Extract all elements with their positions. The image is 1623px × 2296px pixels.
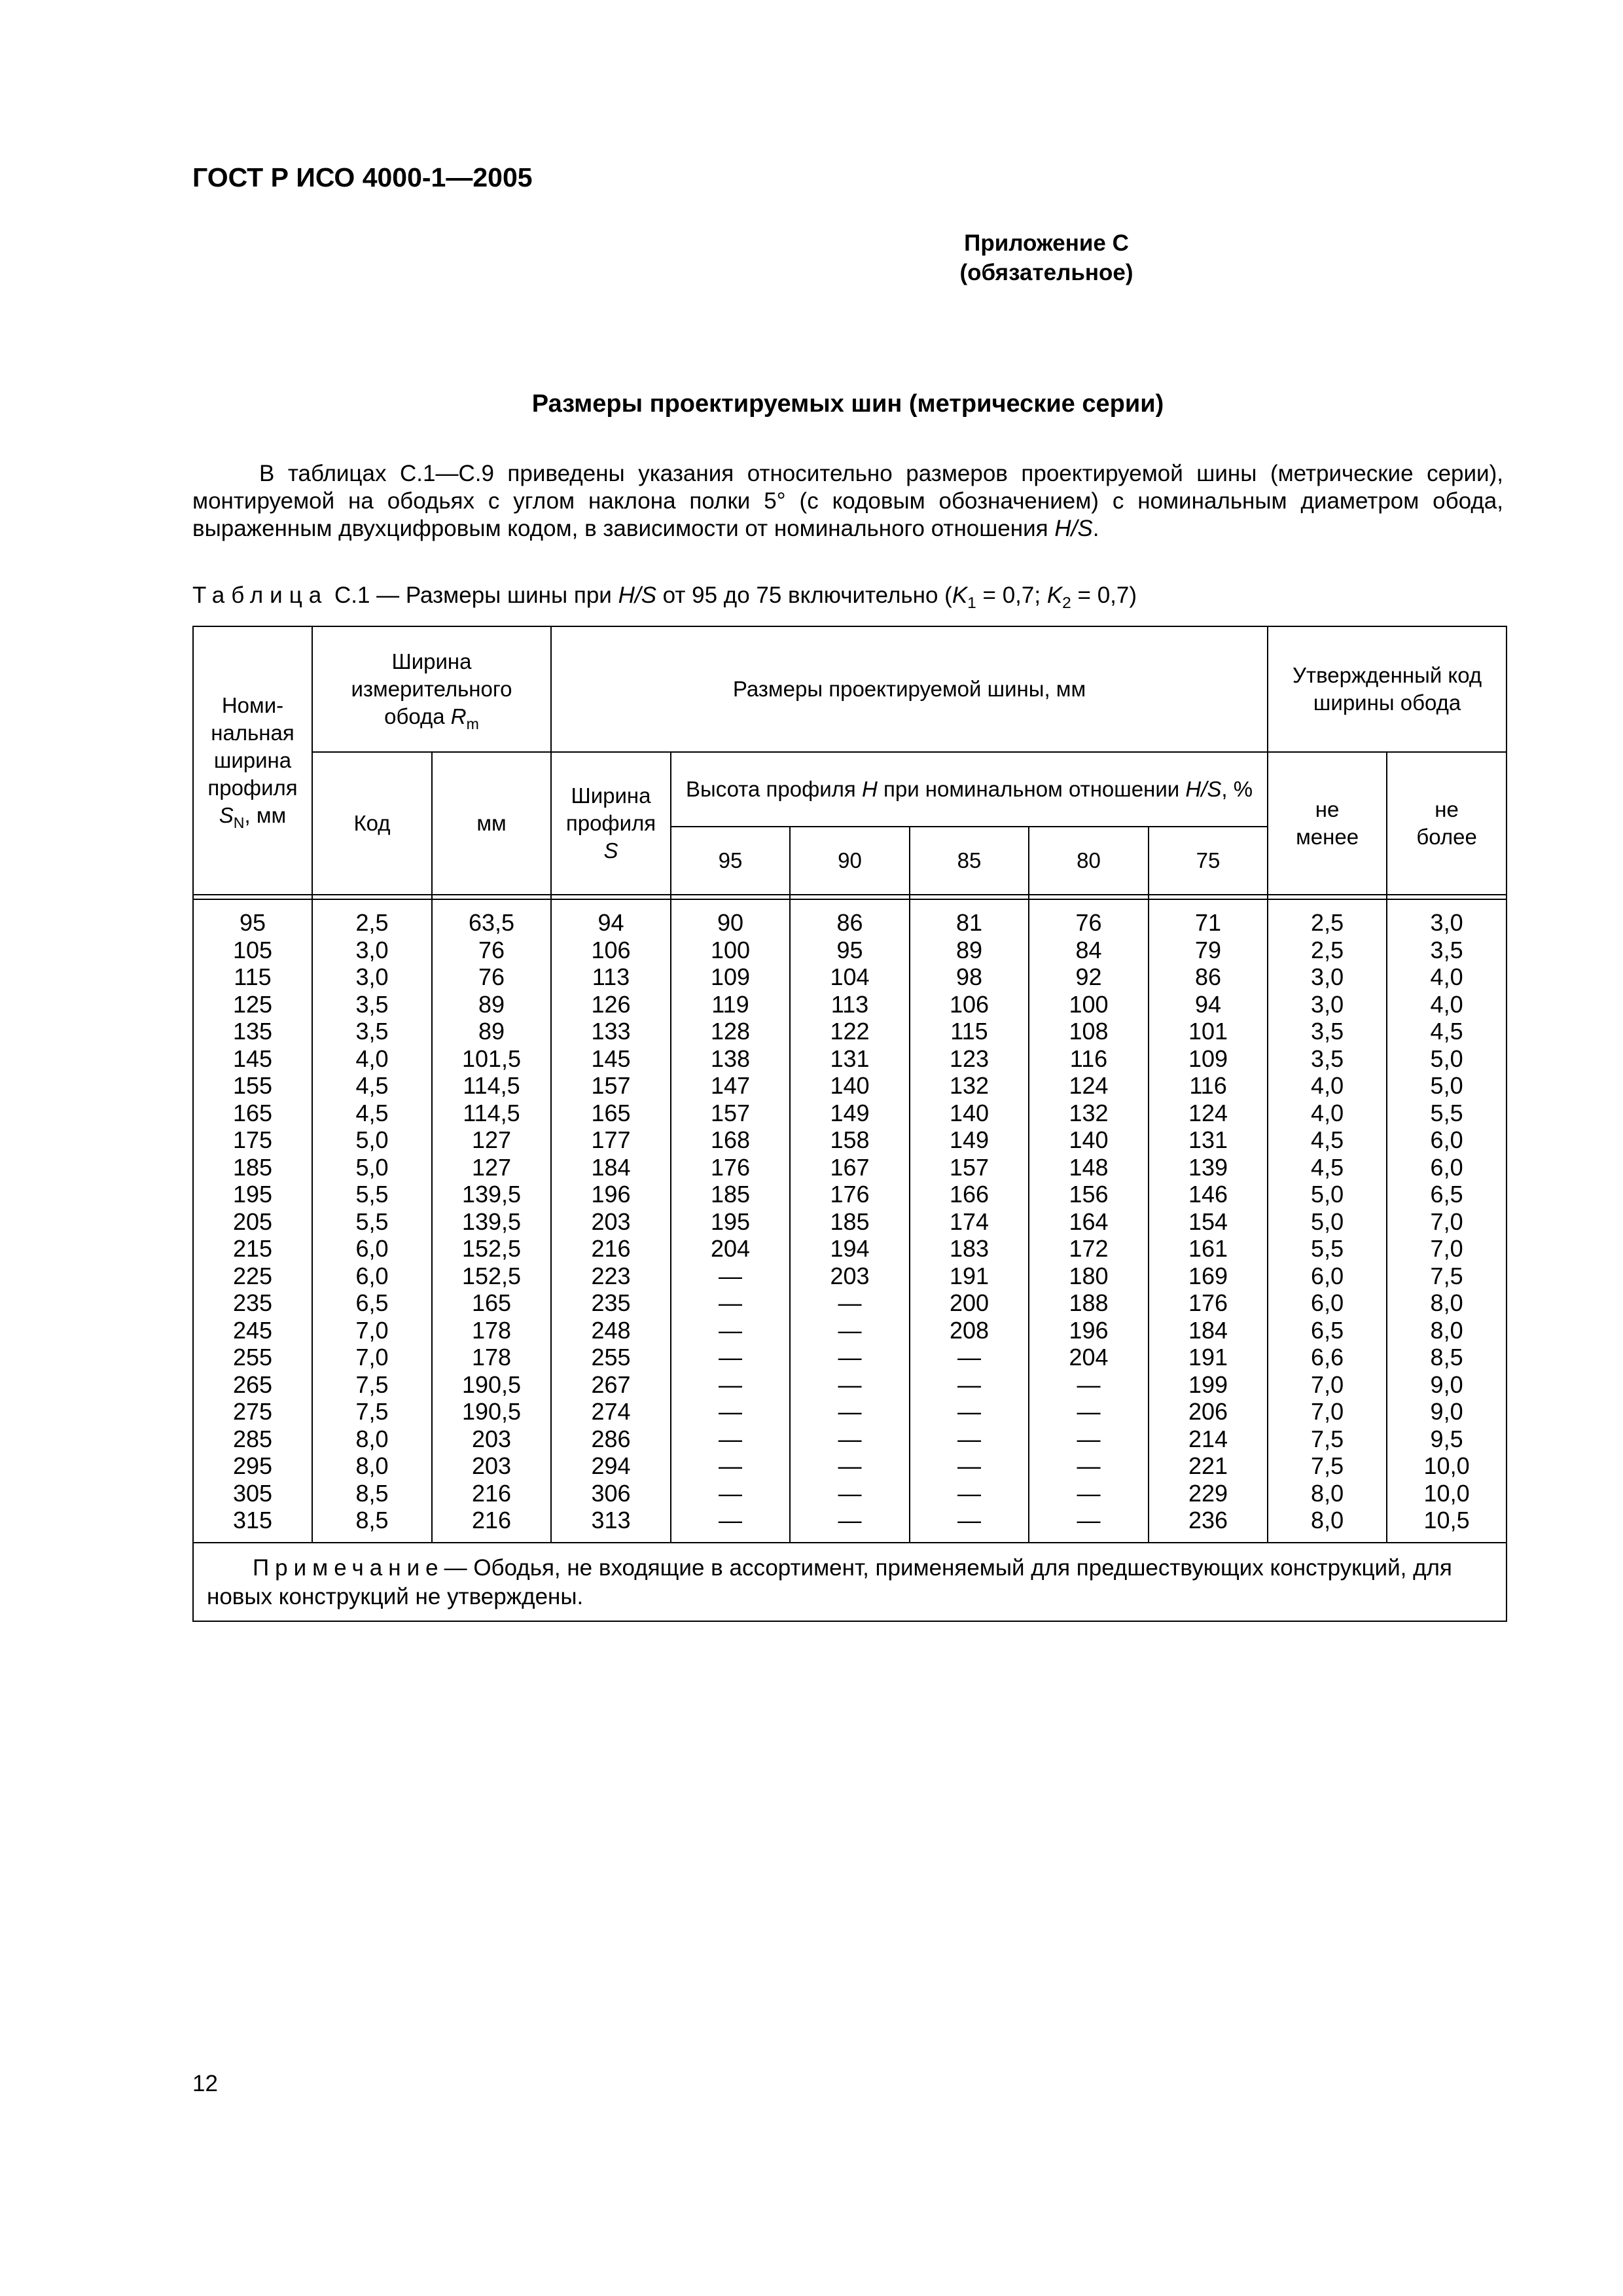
table-cell: 89	[955, 936, 983, 963]
table-cell: 100	[1069, 990, 1109, 1018]
table-cell: 8,5	[355, 1507, 389, 1534]
table-cell: 191	[949, 1262, 990, 1289]
table-cell: 216	[591, 1235, 631, 1262]
table-cell: 216	[471, 1479, 512, 1507]
table-cell: 223	[591, 1262, 631, 1289]
table-cell: 138	[710, 1045, 751, 1072]
table-cell: 6,6	[1311, 1344, 1344, 1371]
table-cell: 140	[830, 1072, 870, 1099]
header-min: не менее	[1268, 752, 1387, 895]
table-cell: 76	[478, 963, 505, 990]
table-cell: —	[838, 1344, 862, 1371]
column-height-95	[671, 899, 790, 1543]
table-cell: 3,5	[1430, 936, 1463, 963]
table-cell: 71	[1195, 909, 1222, 936]
table-cell: 124	[1188, 1099, 1228, 1126]
table-cell: 152,5	[461, 1235, 522, 1262]
table-cell: 7,5	[355, 1398, 389, 1425]
table-cell: 8,0	[355, 1452, 389, 1479]
table-cell: 158	[830, 1126, 870, 1153]
header-section-width: Ширина профиля S	[551, 752, 671, 895]
table-cell: 116	[1189, 1072, 1227, 1099]
table-cell: —	[957, 1425, 981, 1452]
table-cell: —	[719, 1344, 742, 1371]
table-cell: 8,0	[355, 1425, 389, 1452]
table-cell: 157	[591, 1072, 631, 1099]
table-cell: 9,0	[1430, 1398, 1463, 1425]
table-cell: 221	[1188, 1452, 1228, 1479]
table-cell: 10,0	[1423, 1479, 1470, 1507]
table-cell: —	[719, 1316, 742, 1344]
table-cell: 215	[232, 1235, 273, 1262]
table-cell: —	[1077, 1452, 1101, 1479]
header-rim-width: Ширина измерительного обода $R_m$	[312, 626, 551, 752]
table-cell: 188	[1069, 1289, 1109, 1316]
document-id: ГОСТ Р ИСО 4000-1—2005	[192, 162, 533, 192]
column-nominal-width	[193, 899, 312, 1543]
table-cell: 5,0	[1311, 1208, 1344, 1235]
table-cell: 5,5	[1311, 1235, 1344, 1262]
table-cell: 2,5	[1311, 936, 1344, 963]
table-cell: —	[1077, 1507, 1101, 1534]
table-cell: —	[957, 1371, 981, 1398]
table-cell: 94	[597, 909, 624, 936]
table-cell: 174	[949, 1208, 990, 1235]
table-cell: 4,5	[1430, 1018, 1463, 1045]
header-ratio-80: 80	[1029, 827, 1149, 895]
table-cell: 313	[591, 1507, 631, 1534]
table-cell: 236	[1188, 1507, 1228, 1534]
table-cell: 195	[710, 1208, 751, 1235]
table-cell: 131	[830, 1045, 870, 1072]
table-cell: 184	[1188, 1316, 1228, 1344]
header-ratio-95: 95	[671, 827, 790, 895]
table-cell: —	[838, 1452, 862, 1479]
column-height-90	[790, 899, 910, 1543]
table-cell: 165	[232, 1099, 273, 1126]
table-cell: 145	[232, 1045, 273, 1072]
table-cell: 124	[1069, 1072, 1109, 1099]
table-cell: 9,5	[1430, 1425, 1463, 1452]
table-cell: 149	[949, 1126, 990, 1153]
table-cell: 76	[1075, 909, 1102, 936]
table-cell: —	[838, 1371, 862, 1398]
table-cell: —	[1077, 1425, 1101, 1452]
table-cell: 274	[591, 1398, 631, 1425]
table-cell: 140	[1069, 1126, 1109, 1153]
table-cell: 190,5	[461, 1398, 522, 1425]
table-cell: 89	[478, 990, 505, 1018]
table-cell: —	[838, 1425, 862, 1452]
table-cell: 106	[949, 990, 990, 1018]
table-cell: 140	[949, 1099, 990, 1126]
table-cell: 3,0	[355, 963, 389, 990]
table-cell: 126	[591, 990, 631, 1018]
column-height-85	[910, 899, 1029, 1543]
header-ratio-75: 75	[1149, 827, 1268, 895]
table-cell: 152,5	[461, 1262, 522, 1289]
table-cell: 2,5	[1311, 909, 1344, 936]
table-cell: 4,0	[355, 1045, 389, 1072]
table-cell: 214	[1188, 1425, 1228, 1452]
table-cell: 5,0	[355, 1153, 389, 1181]
table-cell: 157	[949, 1153, 990, 1181]
table-cell: 139,5	[461, 1181, 522, 1208]
table-cell: 248	[591, 1316, 631, 1344]
table-cell: 255	[232, 1344, 273, 1371]
table-cell: 5,5	[1430, 1099, 1463, 1126]
table-cell: 205	[232, 1208, 273, 1235]
table-cell: 6,0	[1430, 1126, 1463, 1153]
table-cell: 194	[830, 1235, 870, 1262]
table-cell: 157	[710, 1099, 751, 1126]
column-code-max	[1387, 899, 1507, 1543]
table-cell: 178	[471, 1344, 512, 1371]
table-cell: 172	[1069, 1235, 1109, 1262]
header-max: не более	[1387, 752, 1507, 895]
table-cell: —	[838, 1398, 862, 1425]
table-cell: 6,0	[355, 1235, 389, 1262]
table-cell: 5,0	[1430, 1072, 1463, 1099]
table-cell: 8,5	[355, 1479, 389, 1507]
table-cell: 3,0	[1430, 909, 1463, 936]
table-cell: 8,5	[1430, 1344, 1463, 1371]
table-cell: 245	[232, 1316, 273, 1344]
table-cell: 146	[1188, 1181, 1228, 1208]
table-cell: 5,5	[355, 1208, 389, 1235]
table-cell: 8,0	[1430, 1316, 1463, 1344]
table-cell: 104	[830, 963, 870, 990]
table-cell: 105	[232, 936, 273, 963]
table-cell: 3,0	[355, 936, 389, 963]
table-cell: 164	[1069, 1208, 1109, 1235]
table-cell: 295	[232, 1452, 273, 1479]
table-cell: —	[719, 1398, 742, 1425]
table-cell: 7,0	[1311, 1371, 1344, 1398]
table-cell: 294	[591, 1452, 631, 1479]
table-cell: 7,0	[355, 1316, 389, 1344]
section-title: Размеры проектируемых шин (метрические серии)	[531, 390, 1164, 418]
table-cell: 10,5	[1423, 1507, 1470, 1534]
intro-paragraph: В таблицах С.1—С.9 приведены указания относительно размеров проектируемой шины (метрические серии), монтируемой на ободьях с углом наклона полки 5° (с кодовым обозначением) с номинальным диаметром обода, выраженным двухцифровым кодом, в зависимости от номинального отношения H/S.	[192, 461, 1503, 541]
table-cell: 94	[1195, 990, 1222, 1018]
table-cell: 106	[591, 936, 631, 963]
table-cell: —	[719, 1507, 742, 1534]
table-cell: 116	[1069, 1045, 1108, 1072]
table-cell: —	[957, 1479, 981, 1507]
table-note: Примечание— Ободья, не входящие в ассортимент, применяемый для предшествующих конструкций, для новых конструкций не утверждены.	[193, 1543, 1507, 1621]
table-cell: 195	[232, 1181, 273, 1208]
table-caption: Таблица С.1 — Размеры шины при H/S от 95 до 75 включительно ($K_1 = 0,7$; $K_2 = 0,7$)	[192, 583, 1137, 612]
table-cell: —	[719, 1425, 742, 1452]
table-cell: 63,5	[468, 909, 515, 936]
table-cell: 176	[1188, 1289, 1228, 1316]
table-cell: 204	[1069, 1344, 1109, 1371]
table-cell: —	[838, 1316, 862, 1344]
table-cell: 131	[1188, 1126, 1228, 1153]
table-cell: —	[719, 1262, 742, 1289]
table-cell: 305	[232, 1479, 273, 1507]
table-cell: 7,5	[1311, 1452, 1344, 1479]
table-cell: —	[1077, 1398, 1101, 1425]
table-cell: —	[838, 1507, 862, 1534]
table-cell: —	[719, 1479, 742, 1507]
table-cell: —	[1077, 1479, 1101, 1507]
table-cell: 122	[830, 1018, 870, 1045]
table-cell: 125	[232, 990, 273, 1018]
table-cell: 267	[591, 1371, 631, 1398]
table-cell: 4,5	[355, 1099, 389, 1126]
table-cell: 139,5	[461, 1208, 522, 1235]
table-cell: 165	[591, 1099, 631, 1126]
table-cell: 7,0	[355, 1344, 389, 1371]
table-cell: —	[957, 1344, 981, 1371]
table-cell: 208	[949, 1316, 990, 1344]
table-cell: 115	[234, 963, 272, 990]
table-cell: 5,0	[1430, 1045, 1463, 1072]
table-cell: 216	[471, 1507, 512, 1534]
column-rim-code	[312, 899, 432, 1543]
table-cell: 4,5	[1311, 1153, 1344, 1181]
table-cell: 148	[1069, 1153, 1109, 1181]
table-cell: 7,5	[1311, 1425, 1344, 1452]
header-section-height: Высота профиля H при номинальном отношении H/S, %	[671, 752, 1268, 827]
table-cell: 109	[1188, 1045, 1228, 1072]
table-cell: —	[1077, 1371, 1101, 1398]
table-cell: 113	[592, 963, 630, 990]
table-cell: —	[957, 1398, 981, 1425]
header-approved-code: Утвержденный код ширины обода	[1268, 626, 1507, 752]
table-cell: 149	[830, 1099, 870, 1126]
table-cell: 100	[710, 936, 751, 963]
table-cell: 161	[1188, 1235, 1228, 1262]
table-cell: 4,5	[1311, 1126, 1344, 1153]
table-cell: 183	[949, 1235, 990, 1262]
table-cell: 101	[1188, 1018, 1228, 1045]
table-cell: 127	[471, 1126, 512, 1153]
table-cell: 235	[232, 1289, 273, 1316]
table-cell: 190,5	[461, 1371, 522, 1398]
table-cell: 184	[591, 1153, 631, 1181]
table-cell: 10,0	[1423, 1452, 1470, 1479]
table-cell: 196	[591, 1181, 631, 1208]
table-cell: 7,5	[355, 1371, 389, 1398]
column-code-min	[1268, 899, 1387, 1543]
table-cell: 176	[710, 1153, 751, 1181]
table-cell: 114,5	[463, 1072, 520, 1099]
table-cell: 108	[1069, 1018, 1109, 1045]
table-cell: 306	[591, 1479, 631, 1507]
table-cell: 8,0	[1311, 1507, 1344, 1534]
table-cell: 123	[949, 1045, 990, 1072]
table-cell: 229	[1188, 1479, 1228, 1507]
table-cell: 166	[949, 1181, 990, 1208]
table-cell: 127	[471, 1153, 512, 1181]
table-cell: 203	[830, 1262, 870, 1289]
table-cell: 3,5	[355, 1018, 389, 1045]
table-cell: 167	[830, 1153, 870, 1181]
table-cell: 203	[471, 1452, 512, 1479]
table-cell: 4,0	[1311, 1099, 1344, 1126]
table-cell: 165	[471, 1289, 512, 1316]
table-cell: 89	[478, 1018, 505, 1045]
table-cell: 169	[1188, 1262, 1228, 1289]
table-cell: 9,0	[1430, 1371, 1463, 1398]
table-cell: 3,0	[1311, 963, 1344, 990]
appendix-status: (обязательное)	[959, 260, 1133, 285]
table-cell: 3,5	[355, 990, 389, 1018]
table-cell: 81	[955, 909, 983, 936]
table-cell: 92	[1075, 963, 1102, 990]
table-cell: 155	[232, 1072, 273, 1099]
header-nominal-width: Номи- нальная ширина профиля $S_N$, мм	[193, 626, 312, 895]
table-cell: 128	[710, 1018, 751, 1045]
table-cell: 185	[232, 1153, 273, 1181]
table-cell: 285	[232, 1425, 273, 1452]
table-cell: 235	[591, 1289, 631, 1316]
table-cell: 76	[478, 936, 505, 963]
table-cell: 101,5	[461, 1045, 522, 1072]
table-cell: 265	[232, 1371, 273, 1398]
table-cell: 98	[955, 963, 983, 990]
table-cell: 114,5	[463, 1099, 520, 1126]
table-cell: 156	[1069, 1181, 1109, 1208]
table-cell: 7,0	[1430, 1208, 1463, 1235]
table-cell: 176	[830, 1181, 870, 1208]
header-mm: мм	[432, 752, 551, 895]
table-cell: 8,0	[1430, 1289, 1463, 1316]
table-cell: —	[719, 1371, 742, 1398]
table-cell: —	[838, 1479, 862, 1507]
table-cell: 4,0	[1430, 990, 1463, 1018]
table-cell: 6,5	[355, 1289, 389, 1316]
table-cell: —	[957, 1452, 981, 1479]
header-code: Код	[312, 752, 432, 895]
table-cell: 6,0	[355, 1262, 389, 1289]
table-cell: 275	[232, 1398, 273, 1425]
header-separator	[193, 895, 1507, 899]
column-height-80	[1029, 899, 1149, 1543]
table-cell: 4,0	[1311, 1072, 1344, 1099]
table-cell: 2,5	[355, 909, 389, 936]
header-design-dimensions: Размеры проектируемой шины, мм	[551, 626, 1268, 752]
table-cell: —	[719, 1452, 742, 1479]
table-cell: 6,0	[1430, 1153, 1463, 1181]
table-cell: 6,0	[1311, 1289, 1344, 1316]
table-cell: 286	[591, 1425, 631, 1452]
table-cell: 147	[710, 1072, 751, 1099]
table-cell: 204	[710, 1235, 751, 1262]
table-cell: 199	[1188, 1371, 1228, 1398]
column-rim-mm	[432, 899, 551, 1543]
header-ratio-90: 90	[790, 827, 910, 895]
table-cell: 255	[591, 1344, 631, 1371]
tire-dimensions-table	[192, 626, 1507, 1622]
table-cell: 225	[232, 1262, 273, 1289]
table-cell: 185	[830, 1208, 870, 1235]
table-cell: 6,5	[1311, 1316, 1344, 1344]
table-cell: 203	[591, 1208, 631, 1235]
table-cell: 191	[1188, 1344, 1228, 1371]
table-cell: 84	[1075, 936, 1102, 963]
table-cell: 3,5	[1311, 1045, 1344, 1072]
table-cell: 4,0	[1430, 963, 1463, 990]
data-columns-row	[193, 899, 1507, 1543]
table-cell: 95	[836, 936, 863, 963]
table-cell: 5,0	[1311, 1181, 1344, 1208]
table-cell: 7,5	[1430, 1262, 1463, 1289]
table-cell: 113	[830, 990, 869, 1018]
table-cell: 7,0	[1430, 1235, 1463, 1262]
table-cell: 132	[1069, 1099, 1109, 1126]
table-cell: 8,0	[1311, 1479, 1344, 1507]
table-cell: 3,5	[1311, 1018, 1344, 1045]
table-cell: 196	[1069, 1316, 1109, 1344]
table-cell: 95	[239, 909, 266, 936]
table-cell: 168	[710, 1126, 751, 1153]
table-cell: 315	[232, 1507, 273, 1534]
table-cell: 175	[232, 1126, 273, 1153]
table-cell: 7,0	[1311, 1398, 1344, 1425]
table-cell: 86	[836, 909, 863, 936]
table-cell: 109	[710, 963, 751, 990]
appendix-title: Приложение С	[964, 230, 1129, 256]
table-cell: 135	[232, 1018, 273, 1045]
table-cell: 3,0	[1311, 990, 1344, 1018]
page-number: 12	[192, 2071, 218, 2096]
table-cell: —	[719, 1289, 742, 1316]
table-cell: 177	[591, 1126, 631, 1153]
table-cell: 145	[591, 1045, 631, 1072]
table-cell: 154	[1188, 1208, 1228, 1235]
table-cell: 133	[591, 1018, 631, 1045]
table-cell: 6,5	[1430, 1181, 1463, 1208]
table-cell: 180	[1069, 1262, 1109, 1289]
table-cell: —	[957, 1507, 981, 1534]
table-cell: 4,5	[355, 1072, 389, 1099]
table-cell: 119	[711, 990, 749, 1018]
column-height-75	[1149, 899, 1268, 1543]
column-section-width	[551, 899, 671, 1543]
table-cell: 115	[950, 1018, 988, 1045]
table-cell: 5,0	[355, 1126, 389, 1153]
table-cell: 200	[949, 1289, 990, 1316]
table-cell: 206	[1188, 1398, 1228, 1425]
table-cell: 86	[1195, 963, 1222, 990]
table-cell: 132	[949, 1072, 990, 1099]
table-cell: 185	[710, 1181, 751, 1208]
header-ratio-85: 85	[910, 827, 1029, 895]
table-cell: 139	[1188, 1153, 1228, 1181]
table-cell: 79	[1195, 936, 1222, 963]
table-cell: 90	[717, 909, 744, 936]
table-cell: 6,0	[1311, 1262, 1344, 1289]
table-cell: —	[838, 1289, 862, 1316]
table-cell: 203	[471, 1425, 512, 1452]
table-cell: 5,5	[355, 1181, 389, 1208]
table-cell: 178	[471, 1316, 512, 1344]
